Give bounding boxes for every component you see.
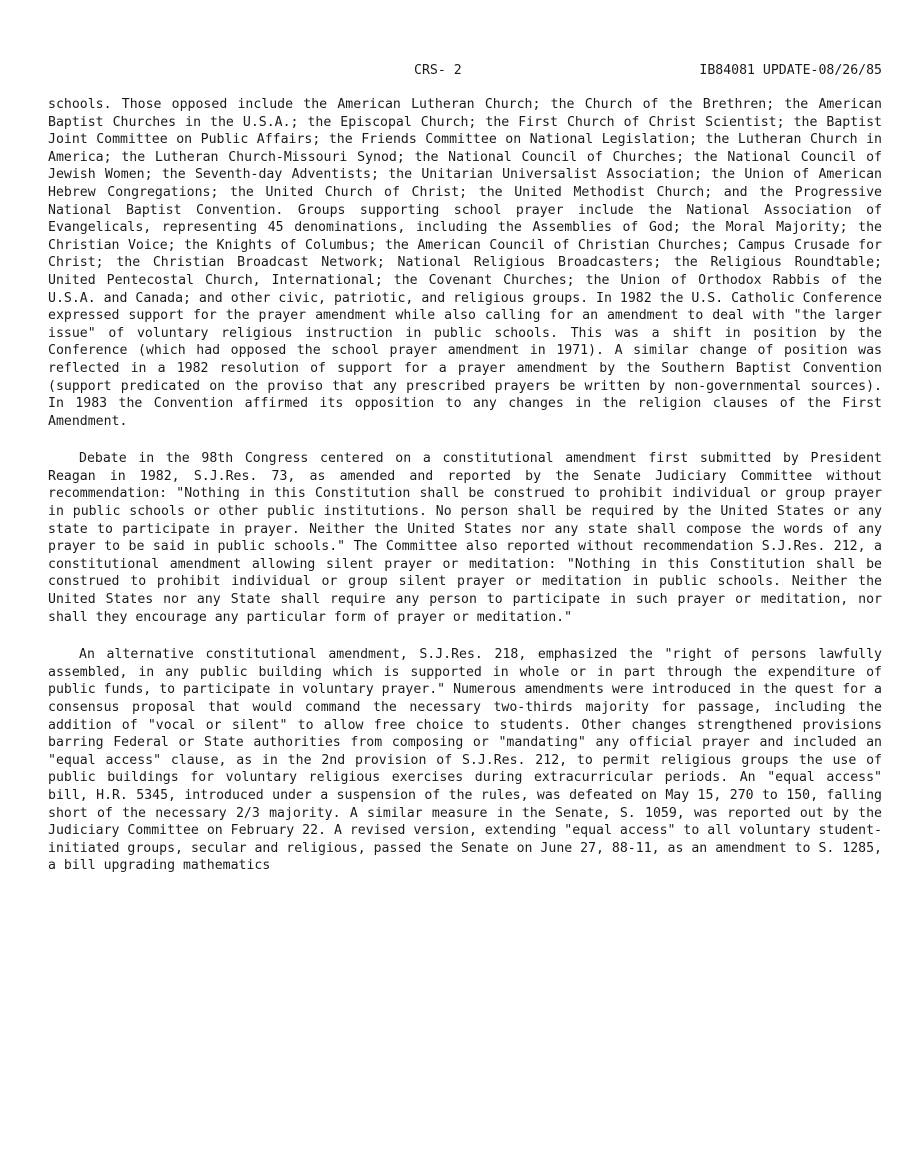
body-paragraph-2: Debate in the 98th Congress centered on a constitutional amendment first submitted by President Reagan in 1982, S.J.Res. 73, as amended and reported by the Senate Judiciary Committee without recommendation: "Nothing in this Constitution shall be construed to prohibit individual or group prayer in public schools or other public institutions. No person shall be required by the United States or any state to participate in prayer. Neither the United States nor any state shall compose the words of any prayer to be said in public schools." The Committee also reported without recommendation S.J.Res. 212, a constitutional amendment allowing silent prayer or meditation: "Nothing in this Constitution shall be construed to prohibit individual or group silent prayer or meditation in public schools. Neither the United States nor any State shall require any person to participate in such prayer or meditation, nor shall they encourage any particular form of prayer or meditation."	[48, 451, 882, 625]
document-id: IB84081 UPDATE-08/26/85	[699, 63, 882, 78]
page-number: CRS- 2	[414, 63, 462, 78]
document-page	[48, 62, 882, 895]
page-header	[48, 62, 882, 80]
body-paragraph-3: An alternative constitutional amendment, S.J.Res. 218, emphasized the "right of persons lawfully assembled, in any public building which is supported in whole or in part through the expenditure of public funds, to participate in voluntary prayer." Numerous amendments were introduced in the quest for a consensus proposal that would command the necessary two-thirds majority for passage, including the addition of "vocal or silent" to allow free choice to students. Other changes strengthened provisions barring Federal or State authorities from composing or "mandating" any official prayer and included an "equal access" clause, as in the 2nd provision of S.J.Res. 212, to permit religious groups the use of public buildings for voluntary religious exercises during extracurricular periods. An "equal access" bill, H.R. 5345, introduced under a suspension of the rules, was defeated on May 15, 270 to 150, falling short of the necessary 2/3 majority. A similar measure in the Senate, S. 1059, was reported out by the Judiciary Committee on February 22. A revised version, extending "equal access" to all voluntary student-initiated groups, secular and religious, passed the Senate on June 27, 88-11, as an amendment to S. 1285, a bill upgrading mathematics	[48, 647, 882, 874]
body-paragraph-1: schools. Those opposed include the American Lutheran Church; the Church of the Brethren; the American Baptist Churches in the U.S.A.; the Episcopal Church; the First Church of Christ Scientist; the Baptist Joint Committee on Public Affairs; the Friends Committee on National Legislation; the Lutheran Church in America; the Lutheran Church-Missouri Synod; the National Council of Churches; the National Council of Jewish Women; the Seventh-day Adventists; the Unitarian Universalist Association; the Union of American Hebrew Congregations; the United Church of Christ; the United Methodist Church; and the Progressive National Baptist Convention. Groups supporting school prayer include the National Association of Evangelicals, representing 45 denominations, including the Assemblies of God; the Moral Majority; the Christian Voice; the Knights of Columbus; the American Council of Christian Churches; Campus Crusade for Christ; the Christian Broadcast Network; National Religious Broadcasters; the Religious Roundtable; United Pentecostal Church, International; the Covenant Churches; the Union of Orthodox Rabbis of the U.S.A. and Canada; and other civic, patriotic, and religious groups. In 1982 the U.S. Catholic Conference expressed support for the prayer amendment while also calling for an amendment to deal with "the larger issue" of voluntary religious instruction in public schools. This was a shift in position by the Conference (which had opposed the school prayer amendment in 1971). A similar change of position was reflected in a 1982 resolution of support for a prayer amendment by the Southern Baptist Convention (support predicated on the proviso that any prescribed prayers be written by non-governmental sources). In 1983 the Convention affirmed its opposition to any changes in the religion clauses of the First Amendment.	[48, 97, 882, 429]
